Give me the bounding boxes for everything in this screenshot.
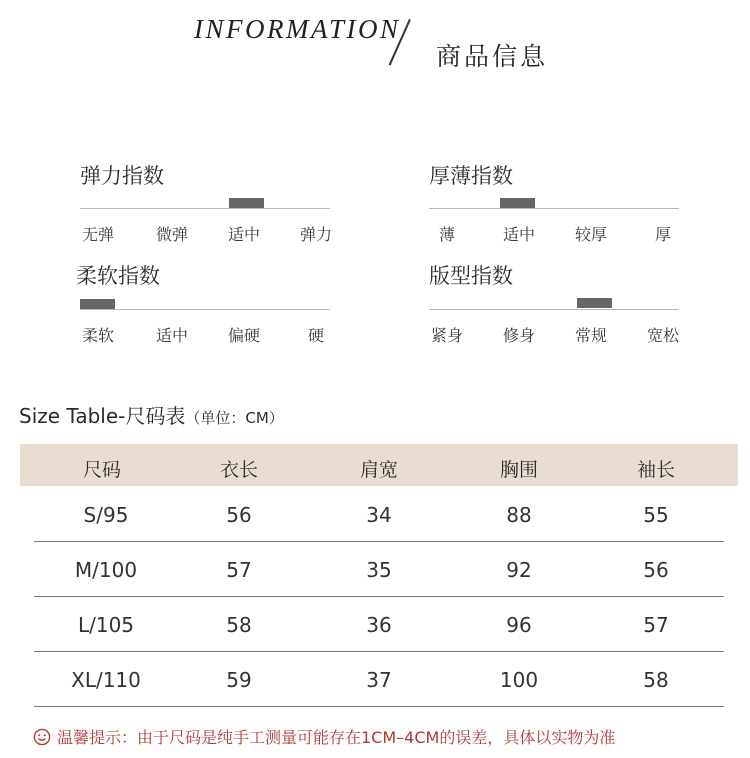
indicator-option: 紧身	[430, 326, 464, 345]
header-title-cn: 商品信息	[436, 42, 549, 71]
table-header-cell: 胸围	[499, 459, 539, 481]
indicator-option: 柔软	[81, 326, 115, 345]
indicator-track	[429, 208, 679, 209]
table-cell: 58	[643, 668, 669, 692]
indicator-option: 修身	[502, 326, 536, 345]
table-row	[34, 487, 724, 542]
indicator-title: 版型指数	[429, 264, 513, 288]
table-row	[34, 597, 724, 652]
table-cell: 58	[226, 613, 252, 637]
table-cell: 100	[499, 668, 539, 692]
table-header-cell: 肩宽	[359, 459, 399, 481]
table-cell: 35	[366, 558, 392, 582]
indicator-option: 适中	[227, 225, 261, 244]
table-cell: 37	[366, 668, 392, 692]
indicator-marker	[577, 298, 612, 308]
indicator-option: 适中	[502, 225, 536, 244]
table-cell: 55	[643, 503, 669, 527]
indicator-option: 厚	[654, 225, 672, 244]
indicator-title: 弹力指数	[80, 164, 164, 188]
table-row	[34, 542, 724, 597]
table-cell: M/100	[74, 558, 138, 582]
table-cell: 96	[506, 613, 532, 637]
indicator-marker	[80, 299, 115, 309]
table-cell: L/105	[77, 613, 135, 637]
indicator-option: 薄	[438, 225, 456, 244]
table-cell: 92	[506, 558, 532, 582]
size-table-unit: （单位：CM）	[185, 409, 284, 427]
indicator-option: 宽松	[646, 326, 680, 345]
warm-tip-note	[33, 725, 615, 748]
indicator-marker	[500, 198, 535, 208]
indicator-option: 弹力	[299, 225, 333, 244]
table-row	[34, 652, 724, 707]
indicator-option: 硬	[307, 326, 325, 345]
table-cell: 57	[226, 558, 252, 582]
table-cell: 34	[366, 503, 392, 527]
indicator-option: 无弹	[81, 225, 115, 244]
table-cell: 59	[226, 668, 252, 692]
table-header-cell: 衣长	[219, 459, 259, 481]
warm-tip-text: 温馨提示：由于尺码是纯手工测量可能存在1CM–4CM的误差，具体以实物为准	[57, 728, 616, 747]
indicator-title: 厚薄指数	[429, 164, 513, 188]
table-header-cell: 尺码	[82, 459, 122, 481]
header-title-en: INFORMATION	[194, 14, 401, 44]
table-cell: 56	[226, 503, 252, 527]
table-cell: XL/110	[71, 668, 141, 692]
table-cell: 88	[506, 503, 532, 527]
indicator-option: 较厚	[574, 225, 608, 244]
indicator-option: 常规	[574, 326, 608, 345]
indicator-option: 微弹	[155, 225, 189, 244]
smile-icon	[33, 728, 51, 746]
size-table-title-text: Size Table-尺码表	[19, 404, 186, 428]
indicator-marker	[229, 198, 264, 208]
table-cell: 56	[643, 558, 669, 582]
indicator-track	[80, 309, 330, 310]
row-divider	[34, 706, 724, 707]
table-cell: 57	[643, 613, 669, 637]
table-header-cell: 袖长	[636, 459, 676, 481]
table-cell: S/95	[83, 503, 129, 527]
table-cell: 36	[366, 613, 392, 637]
indicator-title: 柔软指数	[76, 264, 160, 288]
indicator-option: 适中	[155, 326, 189, 345]
indicator-option: 偏硬	[227, 326, 261, 345]
indicator-track	[80, 208, 330, 209]
size-table-header	[20, 444, 738, 486]
size-table-title	[19, 400, 284, 429]
indicator-track	[429, 309, 679, 310]
